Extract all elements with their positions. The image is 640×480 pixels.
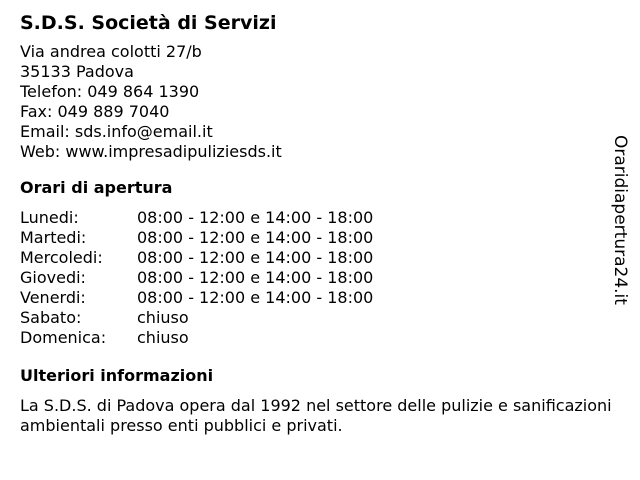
address-street: Via andrea colotti 27/b (20, 42, 202, 61)
address-city: 35133 Padova (20, 62, 134, 81)
email-text: Email: sds.info@email.it (20, 122, 213, 141)
phone-text: Telefon: 049 864 1390 (20, 82, 200, 101)
site-watermark: Oraridiapertura24.it (610, 135, 630, 305)
hours-time: chiuso (137, 308, 189, 327)
hours-day: Mercoledi: (20, 248, 103, 267)
web-text: Web: www.impresadipuliziesds.it (20, 142, 282, 161)
fax-text: Fax: 049 889 7040 (20, 102, 170, 121)
hours-day: Lunedi: (20, 208, 79, 227)
hours-day: Venerdi: (20, 288, 86, 307)
hours-time: 08:00 - 12:00 e 14:00 - 18:00 (137, 268, 374, 287)
hours-row (20, 208, 610, 228)
hours-day: Sabato: (20, 308, 82, 327)
hours-heading: Orari di apertura (20, 178, 173, 197)
contact-block (20, 42, 610, 162)
info-heading: Ulteriori informazioni (20, 366, 214, 385)
hours-row (20, 308, 610, 328)
hours-table (20, 208, 610, 348)
hours-row (20, 328, 610, 348)
hours-time: 08:00 - 12:00 e 14:00 - 18:00 (137, 228, 374, 247)
business-name: S.D.S. Società di Servizi (20, 12, 277, 34)
hours-row (20, 288, 610, 308)
business-card (20, 10, 610, 436)
info-paragraph: La S.D.S. di Padova opera dal 1992 nel settore delle pulizie e sanificazioni ambientali presso enti pubblici e privati. (20, 396, 612, 435)
hours-day: Domenica: (20, 328, 107, 347)
hours-row (20, 268, 610, 288)
hours-row (20, 228, 610, 248)
hours-time: 08:00 - 12:00 e 14:00 - 18:00 (137, 248, 374, 267)
hours-time: chiuso (137, 328, 189, 347)
hours-time: 08:00 - 12:00 e 14:00 - 18:00 (137, 288, 374, 307)
hours-day: Martedi: (20, 228, 87, 247)
hours-time: 08:00 - 12:00 e 14:00 - 18:00 (137, 208, 374, 227)
hours-day: Giovedi: (20, 268, 86, 287)
hours-row (20, 248, 610, 268)
